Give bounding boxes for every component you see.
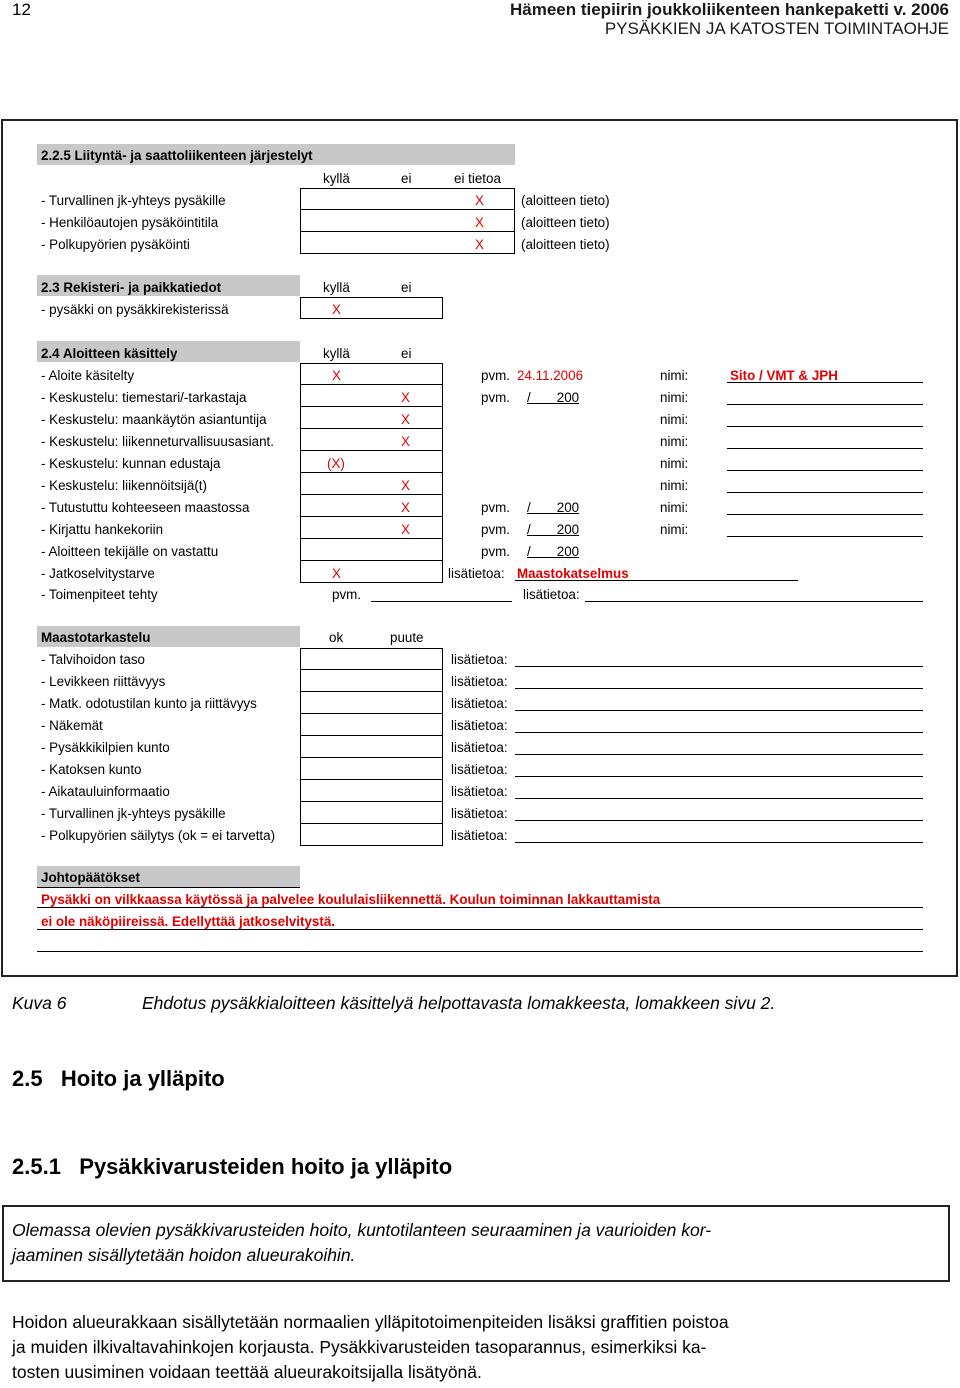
row-note: (aloitteen tieto) [521,215,610,230]
x-mark: X [401,434,410,449]
checkbox-row[interactable] [300,407,443,429]
date-blank[interactable]: / 200 [527,500,580,515]
row-label: - Keskustelu: liikennöitsijä(t) [41,478,207,493]
x-mark: X [475,193,484,208]
checkbox-row[interactable] [300,429,443,451]
col-kylla: kyllä [323,280,350,295]
date-value: 24.11.2006 [517,368,584,383]
row-label: - Keskustelu: maankäytön asiantuntija [41,412,267,427]
nimi-label: nimi: [660,390,689,405]
lisatietoa-line[interactable] [515,666,923,667]
nimi-value: Sito / VMT & JPH [730,368,838,383]
lisatietoa-line[interactable] [515,842,923,843]
pvm-label: pvm. [332,587,362,602]
page-number: 12 [12,0,31,19]
col-puute: puute [390,630,424,645]
date-blank[interactable]: / 200 [527,522,580,537]
section-heading-2-5: 2.5 Hoito ja ylläpito [12,1066,225,1091]
section-24-title: 2.4 Aloitteen käsittely [41,346,178,361]
nimi-line[interactable] [727,536,923,537]
lisatietoa-label: lisätietoa: [451,718,508,733]
x-mark: X [401,522,410,537]
checkbox-row[interactable] [300,517,443,539]
conclusion-line-2: ei ole näköpiireissä. Edellyttää jatkoselvitystä. [41,914,335,929]
x-mark: X [332,368,341,383]
lisatietoa-line[interactable] [515,732,923,733]
section-23-title: 2.3 Rekisteri- ja paikkatiedot [41,280,222,295]
pvm-label: pvm. [481,390,511,405]
row-label: - Keskustelu: kunnan edustaja [41,456,221,471]
conclusion-rule [37,907,923,908]
checkbox-row[interactable] [300,473,443,495]
col-ei-tietoa: ei tietoa [454,171,501,186]
checkbox-row[interactable] [300,363,443,385]
maasto-row-label: - Talvihoidon taso [41,652,145,667]
lisatietoa-label: lisätietoa: [448,566,505,581]
pvm-label: pvm. [481,522,511,537]
lisatietoa-label: lisätietoa: [451,674,508,689]
section-225-title: 2.2.5 Liityntä- ja saattoliikenteen järjestelyt [41,148,313,163]
maasto-row-label: - Matk. odotustilan kunto ja riittävyys [41,696,257,711]
nimi-line[interactable] [727,404,923,405]
col-ei: ei [401,171,412,186]
lisatietoa-label: lisätietoa: [451,740,508,755]
checkbox-row[interactable] [300,758,443,780]
document-subtitle: PYSÄKKIEN JA KATOSTEN TOIMINTAOHJE [604,19,949,38]
body-line-3: tosten uusiminen voidaan teettää alueurakoitsijalla lisätyönä. [12,1362,482,1382]
row-label: - Toimenpiteet tehty [41,587,158,602]
checkbox-row[interactable] [300,692,443,714]
lisatietoa-label: lisätietoa: [451,762,508,777]
row-label: - Keskustelu: liikenneturvallisuusasiant. [41,434,274,449]
lisatietoa-line[interactable] [515,580,798,581]
maasto-row-label: - Turvallinen jk-yhteys pysäkille [41,806,226,821]
nimi-line[interactable] [727,448,923,449]
lisatietoa-line[interactable] [585,601,923,602]
figure-caption-label: Kuva 6 [12,993,67,1013]
x-mark: X [401,390,410,405]
nimi-line[interactable] [727,470,923,471]
x-mark: X [332,566,341,581]
nimi-line[interactable] [727,426,923,427]
lisatietoa-value: Maastokatselmus [517,566,629,581]
col-kylla: kyllä [323,171,350,186]
checkbox-row[interactable] [300,670,443,692]
col-ei: ei [401,280,412,295]
row-label: - Jatkoselvitystarve [41,566,155,581]
checkbox-row[interactable] [300,561,443,583]
x-mark: X [401,500,410,515]
checkbox-row[interactable] [300,802,443,824]
checkbox-row[interactable] [300,297,443,319]
pvm-label: pvm. [481,500,511,515]
nimi-line[interactable] [727,492,923,493]
row-label: - Turvallinen jk-yhteys pysäkille [41,193,226,208]
lisatietoa-line[interactable] [515,798,923,799]
x-mark: X [475,237,484,252]
x-mark: X [401,412,410,427]
lisatietoa-label: lisätietoa: [451,784,508,799]
row-note: (aloitteen tieto) [521,237,610,252]
maasto-row-label: - Polkupyörien säilytys (ok = ei tarvetta) [41,828,276,843]
document-title: Hämeen tiepiirin joukkoliikenteen hankepaketti v. 2006 [509,0,949,19]
x-mark: X [401,478,410,493]
conclusion-line-1: Pysäkki on vilkkaassa käytössä ja palvelee koululaisliikennettä. Koulun toiminnan lakkauttamista [41,892,661,907]
lisatietoa-label: lisätietoa: [451,806,508,821]
maasto-title: Maastotarkastelu [41,630,151,645]
row-label: - Aloite käsitelty [41,368,135,383]
nimi-label: nimi: [660,434,689,449]
nimi-line[interactable] [727,514,923,515]
row-label: - Polkupyörien pysäköinti [41,237,190,252]
maasto-row-label: - Näkemät [41,718,103,733]
row-label: - Tutustuttu kohteeseen maastossa [41,500,250,515]
row-label: - Keskustelu: tiemestari/-tarkastaja [41,390,247,405]
lisatietoa-line[interactable] [515,688,923,689]
checkbox-row[interactable] [300,780,443,802]
row-label: - Aloitteen tekijälle on vastattu [41,544,219,559]
col-ok: ok [329,630,344,645]
row-label: - Henkilöautojen pysäköintitila [41,215,219,230]
nimi-line[interactable] [727,382,923,383]
maasto-row-label: - Katoksen kunto [41,762,142,777]
pvm-line[interactable] [371,601,512,602]
johtopaatokset-title: Johtopäätökset [41,870,140,885]
pvm-label: pvm. [481,544,511,559]
col-kylla: kyllä [323,346,350,361]
conclusion-rule [37,951,923,952]
lisatietoa-line[interactable] [515,710,923,711]
pvm-label: pvm. [481,368,511,383]
nimi-label: nimi: [660,412,689,427]
checkbox-row[interactable] [300,495,443,517]
form-figure [1,119,958,977]
nimi-label: nimi: [660,478,689,493]
row-label: - pysäkki on pysäkkirekisterissä [41,302,229,317]
checkbox-row[interactable] [300,451,443,473]
row-note: (aloitteen tieto) [521,193,610,208]
nimi-label: nimi: [660,368,689,383]
date-blank[interactable]: / 200 [527,390,580,405]
lisatietoa-line[interactable] [515,754,923,755]
nimi-label: nimi: [660,456,689,471]
italic-line-1: Olemassa olevien pysäkkivarusteiden hoito, kuntotilanteen seuraaminen ja vaurioiden kor- [12,1220,712,1240]
maasto-row-label: - Aikatauluinformaatio [41,784,170,799]
lisatietoa-label: lisätietoa: [451,828,508,843]
section-heading-2-5-1: 2.5.1 Pysäkkivarusteiden hoito ja ylläpito [12,1154,453,1179]
lisatietoa-label: lisätietoa: [523,587,580,602]
conclusion-rule [37,929,923,930]
body-line-1: Hoidon alueurakkaan sisällytetään normaalien ylläpitotoimenpiteiden lisäksi graffitien poistoa [12,1312,729,1332]
italic-line-2: jaaminen sisällytetään hoidon alueurakoihin. [12,1245,356,1265]
checkbox-row[interactable] [300,736,443,758]
checkbox-row[interactable] [300,539,443,561]
lisatietoa-line[interactable] [515,776,923,777]
checkbox-row[interactable] [300,648,443,670]
lisatietoa-label: lisätietoa: [451,652,508,667]
maasto-row-label: - Pysäkkikilpien kunto [41,740,170,755]
x-mark: X [332,302,341,317]
checkbox-row[interactable] [300,714,443,736]
date-blank[interactable]: / 200 [527,544,580,559]
johtopaatokset-title-line [37,887,300,888]
figure-caption-text: Ehdotus pysäkkialoitteen käsittelyä helpottavasta lomakkeesta, lomakkeen sivu 2. [142,993,776,1013]
body-line-2: ja muiden ilkivaltavahinkojen korjausta. Pysäkkivarusteiden tasoparannus, esimerkiksi ka- [12,1337,707,1357]
lisatietoa-line[interactable] [515,820,923,821]
nimi-label: nimi: [660,500,689,515]
x-mark: (X) [327,456,345,471]
checkbox-row[interactable] [300,824,443,846]
row-label: - Kirjattu hankekoriin [41,522,164,537]
nimi-label: nimi: [660,522,689,537]
x-mark: X [475,215,484,230]
col-ei: ei [401,346,412,361]
lisatietoa-label: lisätietoa: [451,696,508,711]
maasto-row-label: - Levikkeen riittävyys [41,674,166,689]
checkbox-row[interactable] [300,385,443,407]
